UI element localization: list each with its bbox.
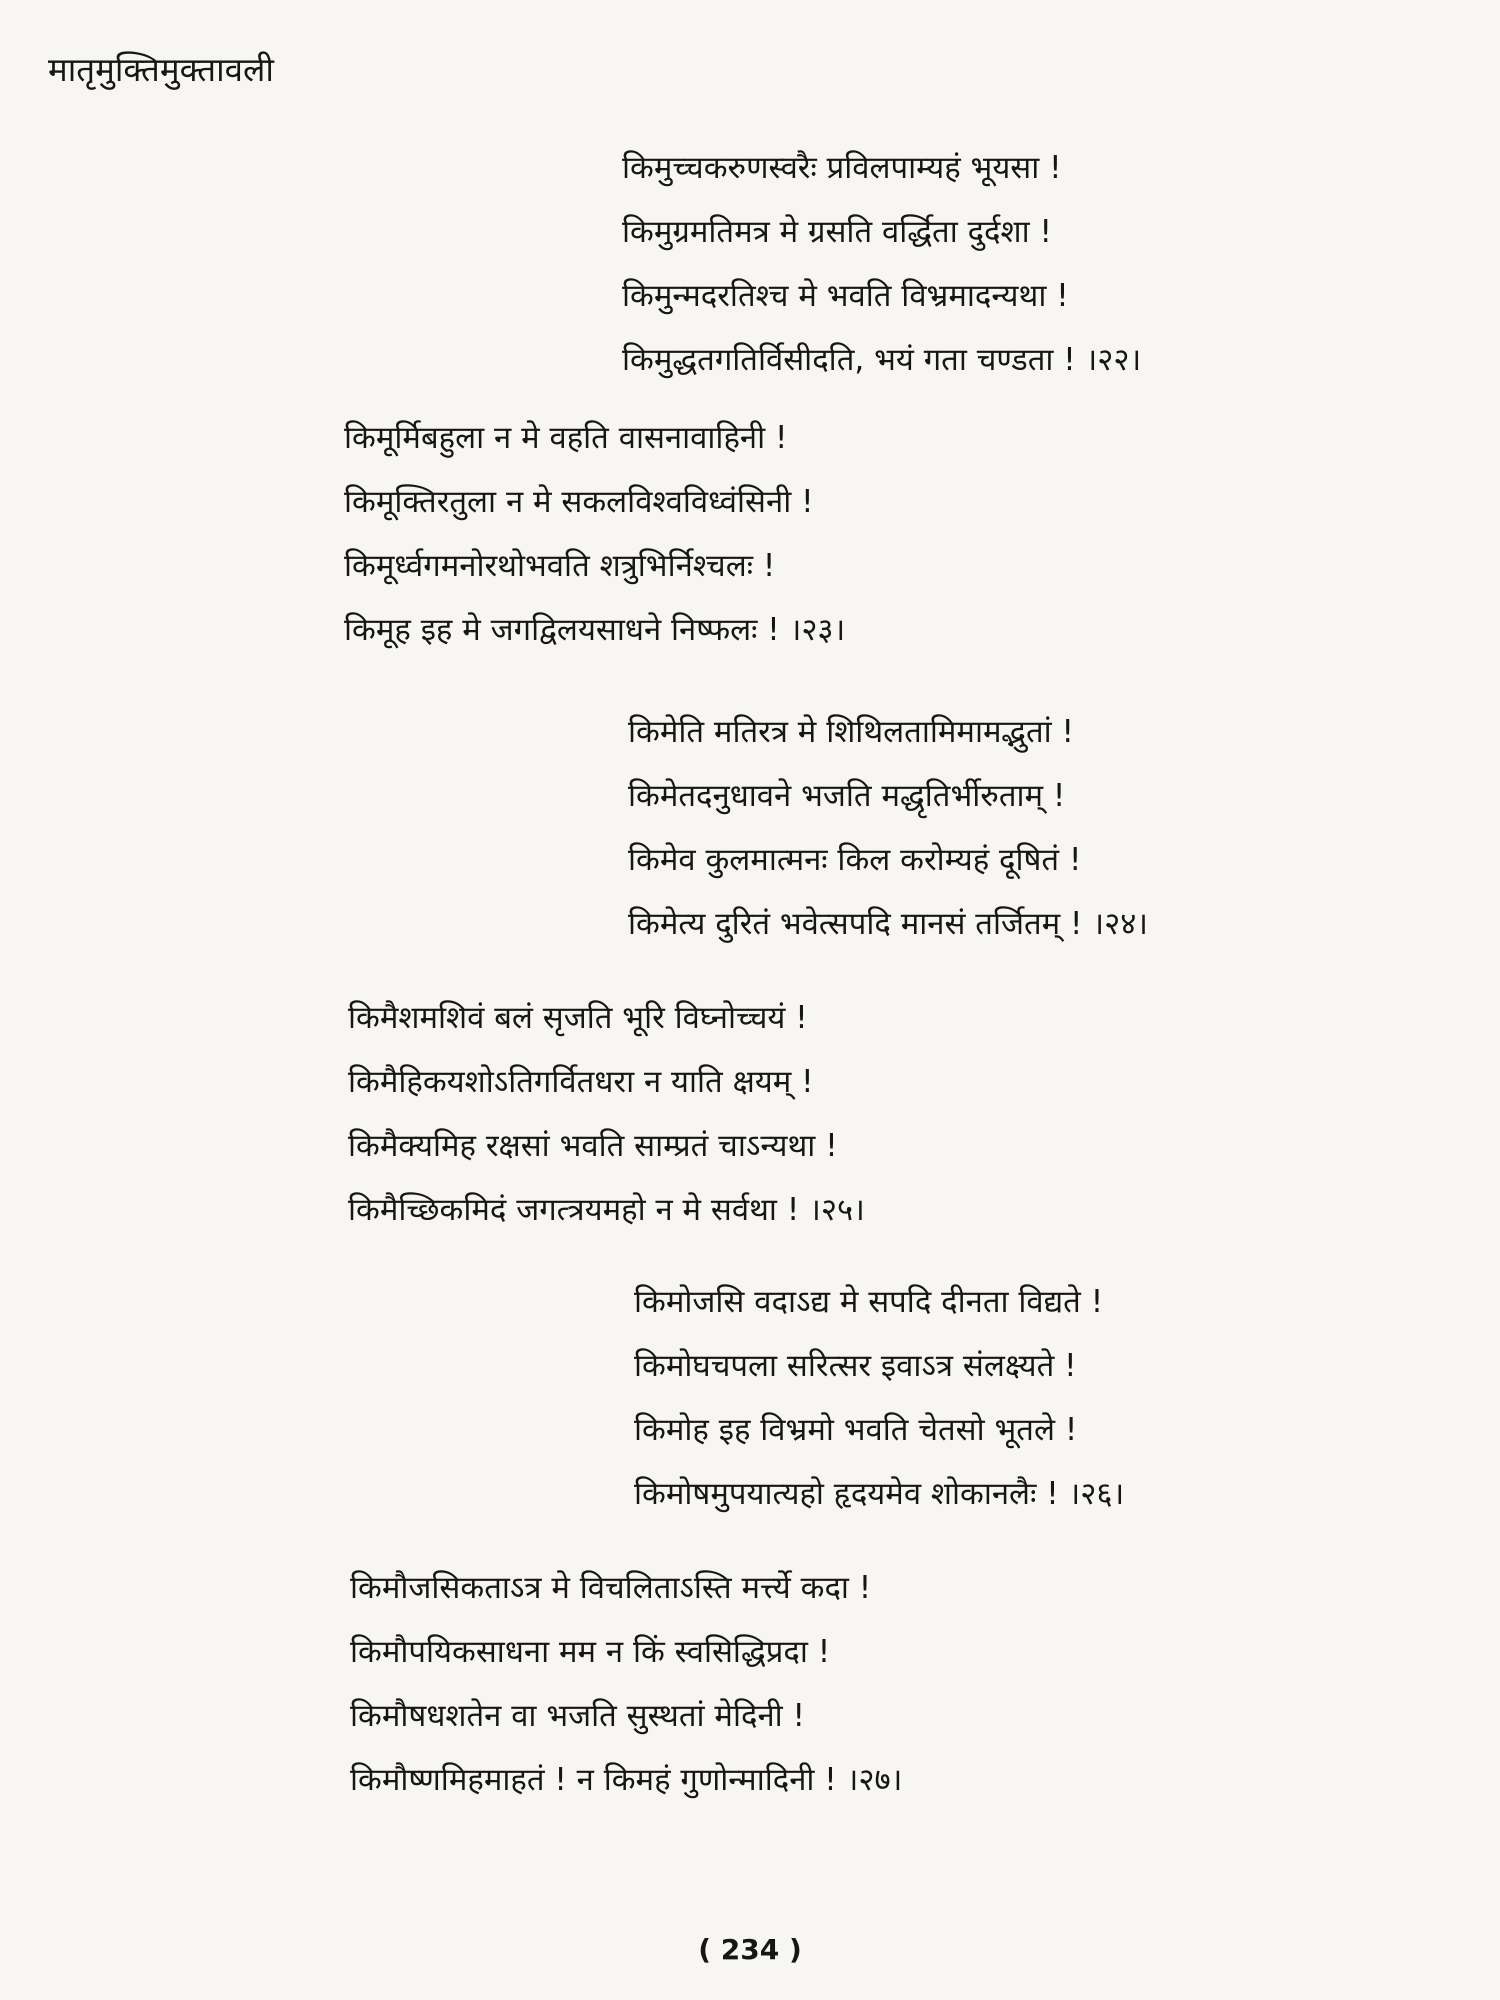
verse-line: किमेव कुलमात्मनः किल करोम्यहं दूषितं ! [628, 842, 1082, 878]
running-head: मातृमुक्तिमुक्तावली [48, 50, 274, 89]
verse-line: किमैशमशिवं बलं सृजति भूरि विघ्नोच्चयं ! [348, 1000, 808, 1036]
verse-line: किमौषधशतेन वा भजति सुस्थतां मेदिनी ! [350, 1698, 805, 1734]
verse-line: किमैहिकयशोऽतिगर्वितधरा न याति क्षयम् ! [348, 1064, 814, 1100]
verse-line: किमुन्मदरतिश्च मे भवति विभ्रमादन्यथा ! [622, 278, 1069, 314]
verse-line: किमेतदनुधावने भजति मद्धृतिर्भीरुताम् ! [628, 778, 1066, 814]
verse-line: किमोह इह विभ्रमो भवति चेतसो भूतले ! [634, 1412, 1078, 1448]
verse-line: किमौपयिकसाधना मम न किं स्वसिद्धिप्रदा ! [350, 1634, 831, 1670]
verse-line: किमौष्णमिहमाहतं ! न किमहं गुणोन्मादिनी ! ।२७। [350, 1762, 903, 1798]
verse-line: किमूर्मिबहुला न मे वहति वासनावाहिनी ! [344, 420, 788, 456]
verse-line: किमेति मतिरत्र मे शिथिलतामिमामद्भुतां ! [628, 714, 1074, 750]
verse-line: किमूक्तिरतुला न मे सकलविश्वविध्वंसिनी ! [344, 484, 814, 520]
verse-line: किमुच्चकरुणस्वरैः प्रविलपाम्यहं भूयसा ! [622, 150, 1062, 186]
page-number: ( 234 ) [698, 1933, 802, 1966]
verse-line: किमूर्ध्वगमनोरथोभवति शत्रुभिर्निश्चलः ! [344, 548, 776, 584]
verse-25 [348, 986, 865, 1242]
verse-line: किमैच्छिकमिदं जगत्त्रयमहो न मे सर्वथा ! ।२५। [348, 1192, 865, 1228]
verse-24 [628, 700, 1148, 956]
verse-line: किमोघचपला सरित्सर इवाऽत्र संलक्ष्यते ! [634, 1348, 1077, 1384]
verse-22 [622, 136, 1141, 392]
verse-line: किमुद्धतगतिर्विसीदति, भयं गता चण्डता ! ।२२। [622, 342, 1142, 378]
verse-line: किमेत्य दुरितं भवेत्सपदि मानसं तर्जितम् ! ।२४। [628, 906, 1149, 942]
verse-26 [634, 1270, 1124, 1526]
verse-line: किमोषमुपयात्यहो हृदयमेव शोकानलैः ! ।२६। [634, 1476, 1125, 1512]
verse-27 [350, 1556, 902, 1812]
verse-23 [344, 406, 845, 662]
verse-line: किमैक्यमिह रक्षसां भवति साम्प्रतं चाऽन्यथा ! [348, 1128, 838, 1164]
verse-line: किमूह इह मे जगद्विलयसाधने निष्फलः ! ।२३। [344, 612, 846, 648]
verse-line: किमोजसि वदाऽद्य मे सपदि दीनता विद्यते ! [634, 1284, 1104, 1320]
verse-line: किमुग्रमतिमत्र मे ग्रसति वर्द्धिता दुर्दशा ! [622, 214, 1052, 250]
verse-line: किमौजसिकताऽत्र मे विचलिताऽस्ति मर्त्त्ये कदा ! [350, 1570, 872, 1606]
